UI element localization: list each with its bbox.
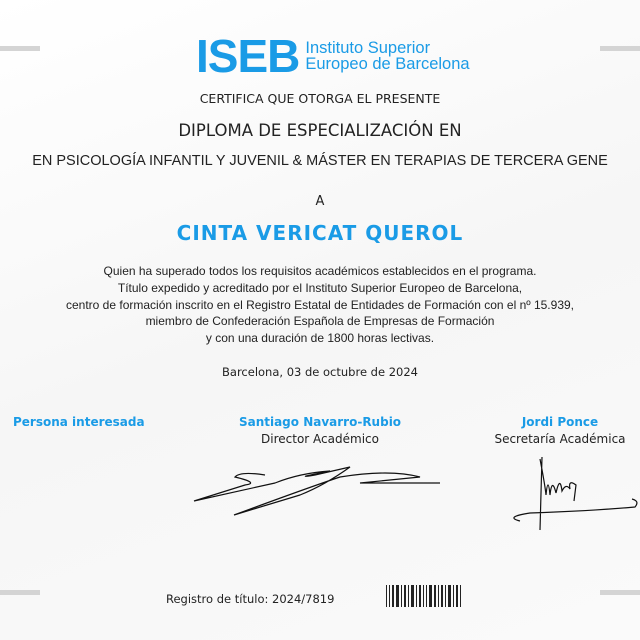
signatory-name: Persona interesada xyxy=(13,415,145,429)
body-line: y con una duración de 1800 horas lectivas. xyxy=(205,331,435,346)
program-title: EN PSICOLOGÍA INFANTIL Y JUVENIL & MÁSTER EN TERAPIAS DE TERCERA GENE xyxy=(32,153,608,169)
body-line: centro de formación inscrito en el Registro Estatal de Entidades de Formación con el nº 15.939, xyxy=(66,297,574,312)
decor-bar xyxy=(0,46,40,51)
to-label: A xyxy=(315,194,325,209)
logo-name-line1: Instituto Superior xyxy=(305,39,431,57)
registry-number: Registro de título: 2024/7819 xyxy=(166,592,335,606)
secretary-signature xyxy=(500,455,640,535)
signatory-role: Director Académico xyxy=(261,432,379,446)
body-text xyxy=(0,263,640,347)
director-signature xyxy=(190,465,450,525)
body-line: miembro de Confederación Española de Empresas de Formación xyxy=(145,314,495,329)
barcode-icon xyxy=(386,585,466,609)
signatory-director xyxy=(200,415,440,446)
recipient-name: CINTA VERICAT QUEROL xyxy=(176,221,464,245)
body-line: Título expedido y acreditado por el Instituto Superior Europeo de Barcelona, xyxy=(117,280,523,295)
signatory-role: Secretaría Académica xyxy=(494,432,626,446)
body-line: Quien ha superado todos los requisitos académicos establecidos en el programa. xyxy=(103,264,537,278)
iseb-logo xyxy=(196,30,470,82)
diploma-title: DIPLOMA DE ESPECIALIZACIÓN EN xyxy=(178,121,462,140)
logo-name-line2: Europeo de Barcelona xyxy=(305,55,470,73)
certifies-text: CERTIFICA QUE OTORGA EL PRESENTE xyxy=(199,91,441,106)
logo-acronym: ISEB xyxy=(196,30,300,82)
issue-date: Barcelona, 03 de octubre de 2024 xyxy=(222,365,418,379)
signatory-name: Jordi Ponce xyxy=(521,415,599,429)
signatory-secretary xyxy=(480,415,640,446)
decor-bar xyxy=(0,590,40,595)
signatory-name: Santiago Navarro-Rubio xyxy=(238,415,402,429)
decor-bar xyxy=(600,590,640,595)
decor-bar xyxy=(600,46,640,51)
